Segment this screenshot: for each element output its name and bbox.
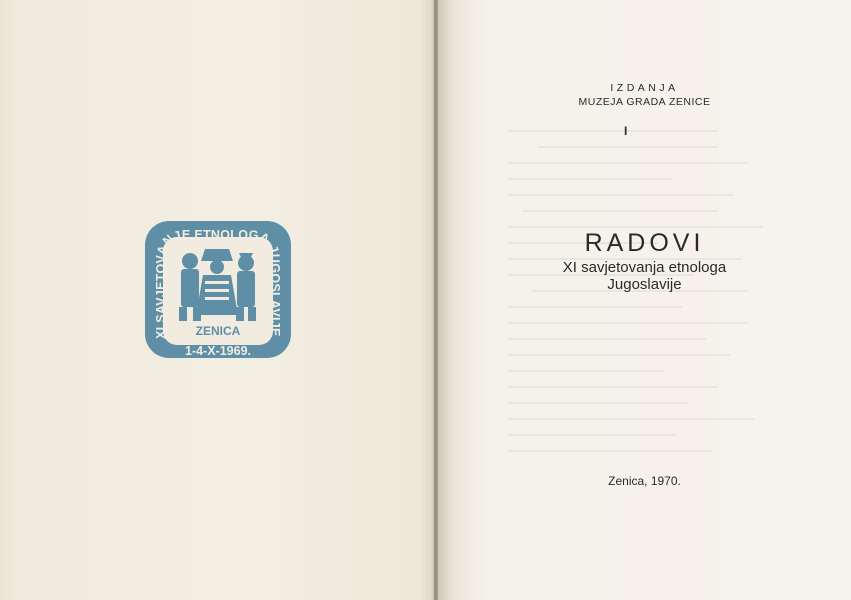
series-label: IZDANJA (610, 82, 679, 94)
seal-arc-text: XI SAVJETOVANJE ETNOLOGA JUGOSLAVIJE (154, 227, 283, 339)
seal-dates: 1-4-X-1969. (184, 344, 252, 358)
place-and-date: Zenica, 1970. (608, 474, 681, 488)
book-subtitle-line2: Jugoslavije (607, 276, 682, 293)
congress-seal (143, 219, 293, 360)
seal-city: ZENICA (195, 324, 241, 338)
paper-showthrough (508, 130, 808, 510)
book-title: RADOVI (584, 229, 705, 257)
right-page (438, 0, 851, 600)
volume-number: I (624, 124, 628, 138)
book-subtitle-line1: XI savjetovanja etnologa (562, 259, 727, 276)
publisher-label: MUZEJA GRADA ZENICE (578, 96, 711, 108)
